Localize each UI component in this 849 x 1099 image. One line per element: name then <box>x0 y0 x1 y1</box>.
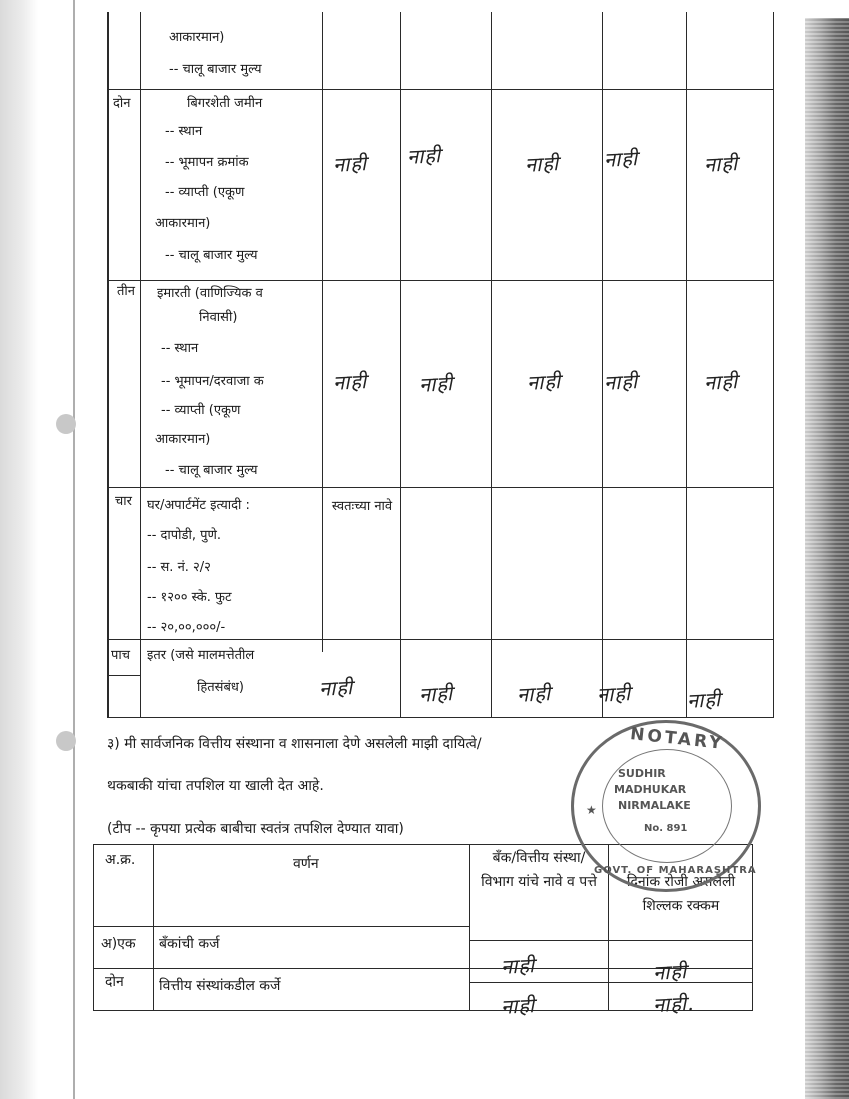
handwritten-value: नाही <box>652 959 688 985</box>
stamp-title: NOTARY <box>629 724 726 754</box>
section3-line2: थकबाकी यांचा तपशिल या खाली देत आहे. <box>107 778 324 794</box>
col-header-bank: बँक/वित्तीय संस्था/ विभाग यांचे नावे व पत्ते <box>481 850 597 890</box>
row-num: दोन <box>105 974 124 990</box>
col-header-description: वर्णन <box>293 856 319 872</box>
scan-left-edge <box>0 0 38 1099</box>
handwritten-value: नाही <box>332 151 368 177</box>
handwritten-value: नाही <box>596 681 632 707</box>
notary-stamp <box>571 720 761 892</box>
owner-text: स्वतःच्या नावे <box>331 499 393 514</box>
handwritten-value: नाही <box>516 681 552 707</box>
stamp-name: MADHUKAR <box>614 783 687 796</box>
handwritten-value: नाही <box>318 675 354 701</box>
row1-num: दोन <box>113 96 131 111</box>
handwritten-value: नाही <box>686 687 722 713</box>
scan-binding-line <box>73 0 75 1099</box>
row3-line: -- २०,००,०००/- <box>147 620 226 635</box>
handwritten-value: नाही <box>500 993 536 1019</box>
row1-line: -- चालू बाजार मुल्य <box>165 248 258 263</box>
row-num: अ)एक <box>101 936 136 952</box>
row2-line: आकारमान) <box>155 432 211 447</box>
row2-line: इमारती (वाणिज्यिक व <box>157 286 263 301</box>
row2-line: -- व्याप्ती (एकूण <box>161 403 241 418</box>
punch-hole <box>56 414 76 434</box>
row4-num: पाच <box>111 648 131 663</box>
handwritten-value: नाही <box>418 371 454 397</box>
row1-line: बिगरशेती जमीन <box>187 96 263 111</box>
row3-line: -- १२०० स्के. फुट <box>147 590 232 605</box>
row-description: वित्तीय संस्थांकडील कर्जे <box>159 978 281 994</box>
handwritten-value: नाही <box>603 369 639 395</box>
handwritten-value: नाही <box>418 681 454 707</box>
stamp-reg: No. 891 <box>644 823 688 834</box>
handwritten-value: नाही. <box>652 990 696 1018</box>
handwritten-value: नाही <box>332 369 368 395</box>
row4-line: हितसंबंध) <box>197 680 244 695</box>
row1-line: -- भूमापन क्रमांक <box>165 155 249 170</box>
punch-hole <box>56 731 76 751</box>
handwritten-value: नाही <box>703 369 739 395</box>
row2-num: तीन <box>117 284 135 299</box>
row0-line: -- चालू बाजार मुल्य <box>169 62 262 77</box>
section3-line1: ३) मी सार्वजनिक वित्तीय संस्थाना व शासनाला देणे असलेली माझी दायित्वे/ <box>107 736 482 752</box>
row2-line: -- चालू बाजार मुल्य <box>165 463 258 478</box>
col-header-balance: दिनांक रोजी असलेली शिल्लक रक्कम <box>626 874 736 914</box>
stamp-name: NIRMALAKE <box>618 799 691 812</box>
row3-line: -- दापोडी, पुणे. <box>147 528 222 543</box>
handwritten-value: नाही <box>406 143 442 169</box>
row3-line: घर/अपार्टमेंट इत्यादी : <box>147 498 250 513</box>
row2-line: -- स्थान <box>161 341 199 356</box>
row3-line: -- स. नं. २/२ <box>147 560 211 575</box>
handwritten-value: नाही <box>500 953 536 979</box>
row0-line: आकारमान) <box>169 30 225 45</box>
row-description: बँकांची कर्ज <box>159 936 220 952</box>
row2-line: निवासी) <box>199 310 238 325</box>
col-header-num: अ.क्र. <box>105 852 136 868</box>
row3-num: चार <box>115 494 132 509</box>
row1-line: -- व्याप्ती (एकूण <box>165 185 245 200</box>
handwritten-value: नाही <box>603 146 639 172</box>
row1-line: -- स्थान <box>165 124 203 139</box>
row2-line: -- भूमापन/दरवाजा क <box>161 374 264 389</box>
row4-line: इतर (जसे मालमत्तेतील <box>147 648 255 663</box>
section3-note: (टीप -- कृपया प्रत्येक बाबीचा स्वतंत्र तपशिल देण्यात यावा) <box>107 821 404 837</box>
row1-line: आकारमान) <box>155 216 211 231</box>
scan-right-edge <box>805 18 849 1099</box>
star-icon: ★ <box>586 803 597 817</box>
handwritten-value: नाही <box>526 369 562 395</box>
property-table <box>107 12 774 718</box>
handwritten-value: नाही <box>524 151 560 177</box>
handwritten-value: नाही <box>703 151 739 177</box>
stamp-name: SUDHIR <box>618 767 666 780</box>
stamp-bottom: GOVT. OF MAHARASHTRA <box>594 865 757 876</box>
